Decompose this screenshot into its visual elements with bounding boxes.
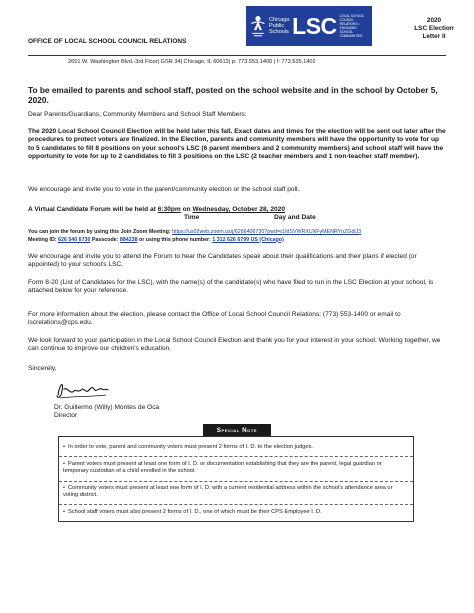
note-item: • In order to vote, parent and community voters must present 2 forms of I. D. to the election judges. (63, 444, 313, 450)
contact-info: For more information about the election, please contact the Office of Local School Council Relations: (773) 553-1400 or email to lscrelations@cps.edu. (28, 311, 401, 327)
special-note-title: Special Note (203, 424, 271, 436)
forum-invitation: We encourage and invite you to attend the Forum to hear the Candidates speak about their qualifications and their plans if elected (or appointed) to your school's LSC. (28, 253, 417, 269)
signature-image (54, 377, 114, 403)
office-address: 2651 W. Washington Blvd.-3rd Floor| GSR 34| Chicago, IL 60612| p: 773.553.1400 | f: 773.535.1402 (68, 59, 316, 65)
vote-invitation: We encourage and invite you to vote in the parent/community election or the school staff poll. (28, 186, 300, 193)
special-note-box (58, 436, 414, 522)
letter-tag: 2020 LSC Election Letter II (414, 17, 454, 40)
note-item: • Community voters must present at least one form of I. D. with a current residential address within the school's attendance area or voting district. (63, 485, 393, 499)
signer-block (54, 404, 159, 421)
closing-paragraph: We look forward to your participation in the Local School Council Election and thank you for your interest in your school. Working together, we can continue to improve our children's education. (28, 337, 441, 353)
forum-announcement: A Virtual Candidate Forum will be held at 6:30pm on Wednesday, October 28, 2020 (28, 206, 286, 213)
distribution-instruction: To be emailed to parents and school staff, posted on the school website and in the school by October 5, 2020. (28, 85, 438, 105)
meeting-id: 626 540 6730 (58, 236, 91, 243)
cps-emblem-icon (249, 11, 267, 41)
closing-salutation: Sincerely, (28, 365, 57, 372)
contact-email-link[interactable]: lscrelations@cps.edu (28, 319, 91, 327)
forum-time: 6:30pm (157, 206, 181, 213)
note-item: • School staff voters must also present 2 forms of I. D., one of which must be their CPS Employee I. D. (63, 509, 322, 515)
election-notice: The 2020 Local School Council Election will be held later this fall. Exact dates and times for the election will be sent out later after the procedures to protect voters are finalized. In the Election, parents and community members will have the opportunity to vote for up to 5 candidates to fill 8 positions on your school's LSC (6 parent members and 2 community members) and school staff will have the opportunity to vote for up to 2 candidates to fill 3 positions on the LSC (2 teacher members and 1 non-teacher staff member). (28, 128, 446, 161)
time-label: Time (184, 214, 200, 221)
note-item: • Parent voters must present at least one form of I. D. or documentation establishing that they are the parent, legal guardian or temporary custodian of a child enrolled in the school. (63, 461, 382, 475)
signer-name: Dr. Guillermo (Willy) Montes de Oca (54, 404, 160, 411)
passcode: 884238 (119, 236, 138, 243)
note-divider (59, 504, 413, 505)
lsc-logo (246, 6, 372, 46)
signer-title: Director (54, 412, 78, 420)
salutation: Dear Parents/Guardians, Community Members and School Staff Members: (28, 111, 247, 118)
forum-date: Wednesday, October 28, 2020 (192, 206, 286, 213)
office-name: OFFICE OF LOCAL SCHOOL COUNCIL RELATIONS (28, 38, 187, 45)
lsc-fine-print: LOCAL SCHOOL COUNCIL RELATIONS • ENGAGING SCHOOL COMMUNITIES (339, 14, 365, 38)
dial-in-phone[interactable]: 1 312 626 6799 US (Chicago) (212, 236, 284, 243)
note-divider (59, 456, 413, 457)
lsc-wordmark: LSC (292, 12, 337, 39)
header-divider (28, 55, 446, 56)
note-divider (59, 481, 413, 482)
zoom-details: You can join the forum by using this Join Zoom Meeting: https://us02web.zoom.us/j/6266406730?pwd=cUdSVWRXUXFyMENRYnZGdlJ3 Meeting ID: 626 540 6730 Passcode: 884238 or using this phone number: 1 312 626 6799 US (Chicago) (28, 229, 362, 243)
candidate-form-note: Form 8-20 (List of Candidates for the LSC), with the name(s) of the candidate(s) who have filed to run in the LSC Election at your school, is attached below for your reference. (28, 279, 434, 295)
zoom-meeting-link[interactable]: https://us02web.zoom.us/j/6266406730?pwd=cUdSVWRXUXFyMENRYnZGdlJ3 (172, 229, 362, 235)
cps-wordmark: Chicago Public Schools (268, 17, 290, 35)
date-label: Day and Date (274, 214, 316, 221)
